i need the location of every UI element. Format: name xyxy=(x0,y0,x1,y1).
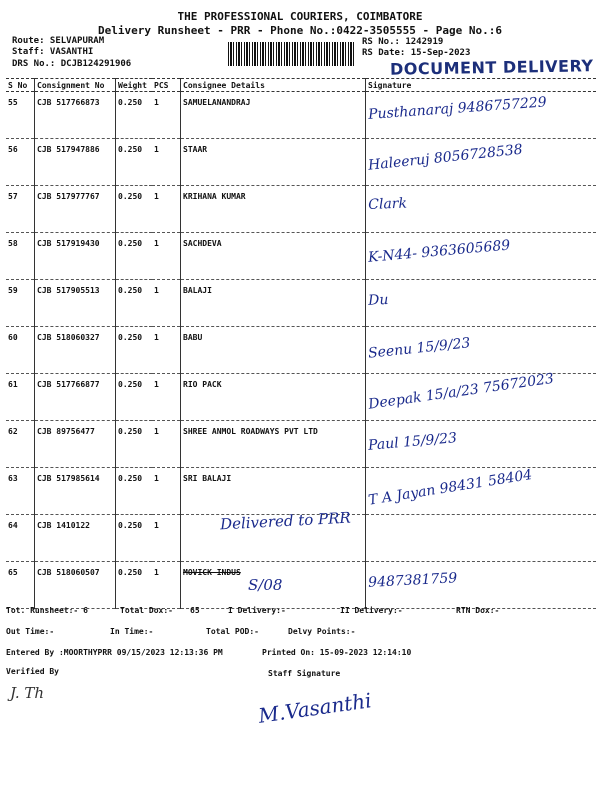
col-pcs: PCS xyxy=(152,79,181,92)
row-pcs: 1 xyxy=(152,92,181,139)
row-consignee: KRIHANA KUMAR xyxy=(181,186,366,233)
row-consignment: CJB 517919430 xyxy=(35,233,116,280)
row-consignee: SRI BALAJI xyxy=(181,468,366,515)
row-consignee: SAMUELANANDRAJ xyxy=(181,92,366,139)
row-pcs: 1 xyxy=(152,139,181,186)
table-row xyxy=(6,468,596,515)
drs-number: DRS No.: DCJB124291906 xyxy=(12,59,132,69)
row-consignment: CJB 517905513 xyxy=(35,280,116,327)
row-signature: T A Jayan 98431 58404 xyxy=(363,450,598,532)
row-pcs: 1 xyxy=(152,421,181,468)
row-pcs: 1 xyxy=(152,233,181,280)
route-label: Route: SELVAPURAM xyxy=(12,36,105,46)
barcode xyxy=(228,42,356,66)
row-signature: Seenu 15/9/23 xyxy=(364,315,598,386)
row-consignment: CJB 518060327 xyxy=(35,327,116,374)
row-sno: 64 xyxy=(6,515,35,562)
entered-by: Entered By :MOORTHYPRR 09/15/2023 12:13:36 PM xyxy=(6,648,223,657)
row-pcs: 1 xyxy=(152,327,181,374)
table-row xyxy=(6,374,596,421)
col-consignee: Consignee Details xyxy=(181,79,366,92)
row-sno: 55 xyxy=(6,92,35,139)
row-pcs: 1 xyxy=(152,374,181,421)
verified-signature: J. Th xyxy=(10,684,45,702)
row-signature: Paul 15/9/23 xyxy=(364,411,598,478)
row-weight: 0.250 xyxy=(116,92,153,139)
col-sno: S No xyxy=(6,79,35,92)
verified-by-label: Verified By xyxy=(6,667,59,676)
row-consignment: CJB 517977767 xyxy=(35,186,116,233)
table-row xyxy=(6,186,596,233)
table-row xyxy=(6,139,596,186)
handwritten-note-row64: Delivered to PRR xyxy=(219,508,352,534)
row-signature: K-N44- 9363605689 xyxy=(364,223,598,290)
row-consignment: CJB 517985614 xyxy=(35,468,116,515)
staff-signature: M.Vasanthi xyxy=(256,688,373,728)
table-row xyxy=(6,92,596,139)
row-signature: 9487381759 xyxy=(364,556,597,615)
row-consignment: CJB 518060507 xyxy=(35,562,116,609)
row-weight: 0.250 xyxy=(116,327,153,374)
row-sno: 57 xyxy=(6,186,35,233)
document-delivery-stamp: DOCUMENT DELIVERY xyxy=(389,56,594,79)
row-consignment: CJB 517947886 xyxy=(35,139,116,186)
row-weight: 0.250 xyxy=(116,562,153,609)
out-time: Out Time:- xyxy=(6,627,55,636)
row-pcs: 1 xyxy=(152,280,181,327)
staff-label: Staff: VASANTHI xyxy=(12,47,94,57)
table-row xyxy=(6,421,596,468)
ii-delivery: II Delivery:- xyxy=(340,606,403,615)
col-signature: Signature xyxy=(366,79,597,92)
row-signature: Deepak 15/a/23 75672023 xyxy=(363,358,598,437)
row-signature: Clark xyxy=(365,181,597,236)
row-pcs: 1 xyxy=(152,562,181,609)
row-sno: 63 xyxy=(6,468,35,515)
row-weight: 0.250 xyxy=(116,374,153,421)
row-weight: 0.250 xyxy=(116,186,153,233)
row-signature xyxy=(366,515,597,562)
row-consignment: CJB 517766873 xyxy=(35,92,116,139)
table-row xyxy=(6,280,596,327)
row-consignee: MOVICK INDUS xyxy=(181,562,366,609)
row-consignee: STAAR xyxy=(181,139,366,186)
total-pod: Total POD:- xyxy=(206,627,259,636)
runsheet-subtitle: Delivery Runsheet - PRR - Phone No.:0422-3505555 - Page No.:6 xyxy=(98,24,502,37)
row-consignee: SHREE ANMOL ROADWAYS PVT LTD xyxy=(181,421,366,468)
i-delivery: I Delivery:- xyxy=(228,606,286,615)
row-sno: 62 xyxy=(6,421,35,468)
total-dox-value: 65 xyxy=(190,606,200,615)
row-consignment: CJB 89756477 xyxy=(35,421,116,468)
row-weight: 0.250 xyxy=(116,515,153,562)
row-sno: 59 xyxy=(6,280,35,327)
rtn-dox: RTN Dox:- xyxy=(456,606,500,615)
row-consignee: RIO PACK xyxy=(181,374,366,421)
company-title: THE PROFESSIONAL COURIERS, COIMBATORE xyxy=(177,10,423,23)
row-consignee: SACHDEVA xyxy=(181,233,366,280)
row-weight: 0.250 xyxy=(116,280,153,327)
staff-signature-label: Staff Signature xyxy=(268,669,341,678)
row-signature: Haleeruj 8056728538 xyxy=(364,127,598,198)
rs-date: RS Date: 15-Sep-2023 xyxy=(362,48,471,58)
row-signature: Du xyxy=(364,274,597,333)
row-weight: 0.250 xyxy=(116,421,153,468)
printed-on: Printed On: 15-09-2023 12:14:10 xyxy=(262,648,412,657)
rs-number: RS No.: 1242919 xyxy=(362,37,444,47)
row-signature: Pusthanaraj 9486757229 xyxy=(364,84,597,147)
row-weight: 0.250 xyxy=(116,233,153,280)
table-row xyxy=(6,327,596,374)
row-weight: 0.250 xyxy=(116,139,153,186)
in-time: In Time:- xyxy=(110,627,154,636)
handwritten-note-row65: S/08 xyxy=(248,576,283,594)
row-pcs: 1 xyxy=(152,515,181,562)
runsheet-table xyxy=(6,78,596,609)
row-sno: 61 xyxy=(6,374,35,421)
col-weight: Weight xyxy=(116,79,153,92)
total-dox-label: Total Dox:- xyxy=(120,606,173,615)
row-pcs: 1 xyxy=(152,186,181,233)
table-row xyxy=(6,562,596,609)
col-consignment: Consignment No xyxy=(35,79,116,92)
row-sno: 65 xyxy=(6,562,35,609)
row-consignee: BABU xyxy=(181,327,366,374)
tot-runsheet: Tot. Runsheet:- 6 xyxy=(6,606,88,615)
row-pcs: 1 xyxy=(152,468,181,515)
row-sno: 60 xyxy=(6,327,35,374)
row-consignee: BALAJI xyxy=(181,280,366,327)
row-sno: 58 xyxy=(6,233,35,280)
row-consignment: CJB 517766877 xyxy=(35,374,116,421)
row-weight: 0.250 xyxy=(116,468,153,515)
row-sno: 56 xyxy=(6,139,35,186)
row-consignment: CJB 1410122 xyxy=(35,515,116,562)
delvy-points: Delvy Points:- xyxy=(288,627,356,636)
table-row xyxy=(6,233,596,280)
